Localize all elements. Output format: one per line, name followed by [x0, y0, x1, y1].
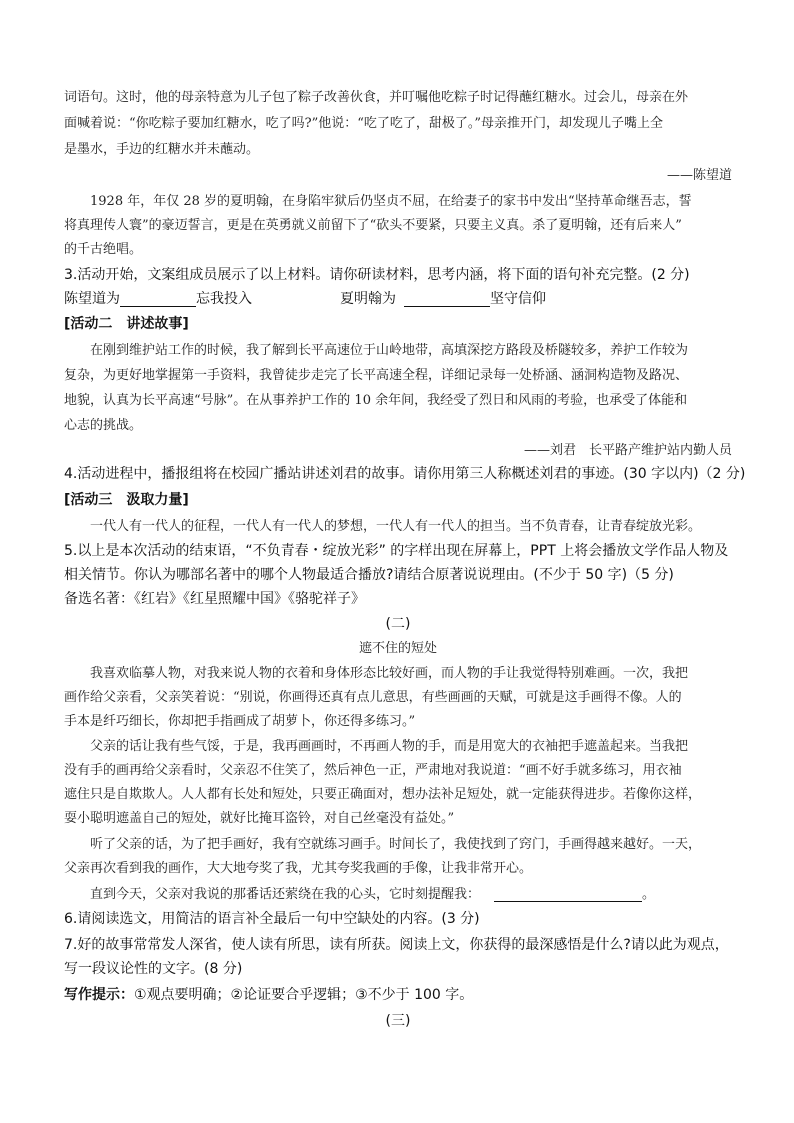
q3-right-blank[interactable] [404, 292, 490, 307]
passage-line: 1928 年，年仅 28 岁的夏明翰，在身陷牢狱后仍坚贞不屈，在给妻子的家书中发出“坚持革命继吾志，誓 [90, 194, 692, 209]
answer-blank[interactable] [494, 887, 642, 902]
attribution-liu-jun: ——刘君 长平路产维护站内勤人员 [523, 443, 732, 458]
activity-3-line: 一代人有一代人的征程，一代人有一代人的梦想，一代人有一代人的担当。当不负青春，让青春绽放光彩。 [90, 519, 702, 534]
question-7: 写一段议论性的文字。(8 分) [64, 961, 243, 977]
activity-2-line: 在刚到维护站工作的时候，我了解到长平高速位于山岭地带，高填深挖方路段及桥隧较多，养护工作较为 [90, 343, 689, 358]
story-line: 画作给父亲看，父亲笑着说：“别说，你画得还真有点儿意思，有些画画的天赋，可就是这手画得不像。人的 [64, 690, 682, 705]
section-3-number: (三) [385, 1013, 411, 1029]
question-5: 相关情节。你认为哪部名著中的哪个人物最适合播放?请结合原著说说理由。(不少于 50 字)（5 分) [64, 567, 674, 583]
q3-right-suffix: 坚守信仰 [490, 291, 546, 307]
q3-left-prefix: 陈望道为 [64, 291, 120, 307]
writing-tips-label: 写作提示： [64, 987, 134, 1003]
passage-line: 的千古绝唱。 [64, 242, 143, 257]
q3-right-prefix: 夏明翰为 [340, 291, 396, 307]
passage-line: 是墨水，手边的红糖水并未蘸动。 [64, 142, 260, 157]
story-line: 没有手的画再给父亲看时，父亲忍不住笑了，然后神色一正，严肃地对我说道：“画不好手就多练习，用衣袖 [64, 763, 682, 778]
question-4: 4.活动进程中，播报组将在校园广播站讲述刘君的故事。请你用第三人称概述刘君的事迹。(30 字以内)（2 分) [64, 466, 746, 482]
story-line: 父亲再次看到我的画作，大大地夸奖了我，尤其夸奖我画的手像，让我非常开心。 [64, 861, 533, 876]
q3-left-suffix: 忘我投入 [196, 291, 252, 307]
question-5: 5.以上是本次活动的结束语，“不负青春・绽放光彩” 的字样出现在屏幕上，PPT 上将会播放文学作品人物及 [64, 543, 729, 559]
attribution-chen-wangdao: ——陈望道 [666, 168, 732, 183]
question-3-fill-line [64, 288, 732, 311]
story-line: 父亲的话让我有些气馁，于是，我再画画时，不再画人物的手，而是用宽大的衣袖把手遮盖起来。当我把 [90, 739, 689, 754]
writing-tips [64, 984, 732, 1007]
activity-2-line: 心志的挑战。 [64, 418, 143, 433]
activity-2-heading: [活动二 讲述故事] [64, 316, 189, 332]
story-title: 遮不住的短处 [358, 641, 437, 656]
story-final-line [64, 883, 732, 906]
activity-2-line: 复杂，为更好地掌握第一手资料，我曾徒步走完了长平高速全程，详细记录每一处桥涵、涵洞构造物及路况、 [64, 368, 689, 383]
activity-2-line: 地貌，认真为长平高速“号脉”。在从事养护工作的 10 余年间，我经受了烈日和风雨的考验，也承受了体能和 [64, 393, 688, 408]
story-line: 手本是纤巧细长，你却把手指画成了胡萝卜，你还得多练习。” [64, 714, 416, 729]
story-final-text: 直到今天，父亲对我说的那番话还萦绕在我的心头，它时刻提醒我： [90, 887, 481, 902]
story-line: 我喜欢临摹人物，对我来说人物的衣着和身体形态比较好画，而人物的手让我觉得特别难画。一次，我把 [90, 666, 689, 681]
story-line: 耍小聪明遮盖自己的短处，就好比掩耳盗铃，对自己丝毫没有益处。” [64, 811, 455, 826]
passage-line: 面喊着说：“你吃粽子要加红糖水，吃了吗?”他说：“吃了吃了，甜极了。”母亲推开门，却发现儿子嘴上全 [64, 116, 664, 131]
question-7: 7.好的故事常常发人深省，使人读有所思，读有所获。阅读上文，你获得的最深感悟是什么?请以此为观点， [64, 937, 729, 953]
q3-left-blank[interactable] [120, 292, 196, 307]
question-3: 3.活动开始，文案组成员展示了以上材料。请你研读材料，思考内涵，将下面的语句补充完整。(2 分) [64, 267, 690, 283]
story-line: 听了父亲的话，为了把手画好，我有空就练习画手。时间长了，我使找到了窍门，手画得越来越好。一天， [90, 837, 702, 852]
activity-3-heading: [活动三 汲取力量] [64, 492, 189, 508]
story-final-period: 。 [642, 887, 656, 902]
section-2-number: (二) [385, 616, 411, 632]
passage-line: 将真理传人寰”的豪迈誓言，更是在英勇就义前留下了“砍头不要紧，只要主义真。杀了夏明翰，还有后来人” [64, 218, 682, 233]
question-6: 6.请阅读选文，用简洁的语言补全最后一句中空缺处的内容。(3 分) [64, 911, 480, 927]
story-line: 遮住只是自欺欺人。人人都有长处和短处，只要正确面对，想办法补足短处，就一定能获得进步。若像你这样， [64, 787, 702, 802]
passage-line: 词语句。这时，他的母亲特意为儿子包了粽子改善伙食，并叮嘱他吃粽子时记得蘸红糖水。过会儿，母亲在外 [64, 90, 689, 105]
candidate-books: 备选名著：《红岩》《红星照耀中国》《骆驼祥子》 [64, 591, 365, 607]
writing-tips-text: ①观点要明确；②论证要合乎逻辑；③不少于 100 字。 [134, 987, 474, 1003]
